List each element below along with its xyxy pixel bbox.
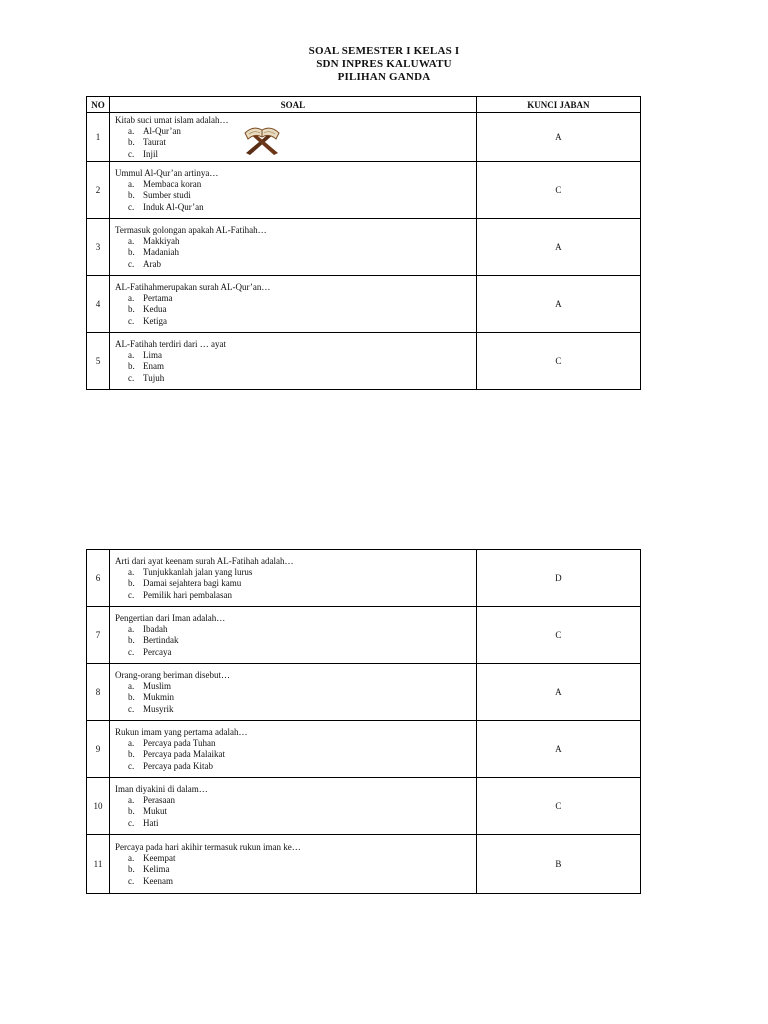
question-row (87, 113, 641, 162)
option-letter: c. (128, 372, 135, 383)
question-row (87, 550, 641, 607)
question-cell (110, 835, 477, 894)
answer-key: A (476, 113, 640, 162)
question-number: 5 (87, 333, 110, 390)
option-letter: c. (128, 148, 135, 159)
answer-option (110, 738, 476, 749)
answer-option (110, 624, 476, 635)
question-number: 3 (87, 219, 110, 276)
answer-option (110, 126, 476, 137)
answer-option (110, 567, 476, 578)
answer-option (110, 202, 476, 213)
answer-key: B (476, 835, 640, 894)
option-letter: a. (128, 235, 135, 246)
header-soal: SOAL (110, 97, 477, 113)
option-text: Kelima (143, 864, 170, 875)
option-letter: a. (128, 623, 135, 634)
option-text: Percaya pada Kitab (143, 760, 213, 771)
question-cell (110, 607, 477, 664)
answer-option (110, 761, 476, 772)
question-number: 10 (87, 778, 110, 835)
question-cell (110, 113, 477, 162)
question-number: 11 (87, 835, 110, 894)
option-text: Tujuh (143, 372, 165, 383)
answer-key: A (476, 664, 640, 721)
answer-option (110, 704, 476, 715)
answer-option (110, 818, 476, 829)
title-line-2: SDN INPRES KALUWATU (316, 58, 452, 70)
answer-option (110, 179, 476, 190)
question-text: Iman diyakini di dalam… (115, 783, 208, 794)
option-letter: b. (128, 864, 135, 875)
question-row (87, 276, 641, 333)
option-text: Tunjukkanlah jalan yang lurus (143, 566, 253, 577)
question-text: Percaya pada hari akihir termasuk rukun iman ke… (115, 841, 301, 852)
answer-key: C (476, 333, 640, 390)
question-text: AL-Fatihah terdiri dari … ayat (115, 338, 226, 349)
answer-option (110, 590, 476, 601)
title-line-1: SOAL SEMESTER I KELAS I (308, 45, 460, 57)
answer-option (110, 647, 476, 658)
question-row (87, 607, 641, 664)
question-number: 9 (87, 721, 110, 778)
answer-option (110, 795, 476, 806)
answer-option (110, 578, 476, 589)
answer-option (110, 749, 476, 760)
answer-key: C (476, 607, 640, 664)
answer-option (110, 373, 476, 384)
option-text: Mukut (143, 806, 168, 817)
option-letter: b. (128, 137, 135, 148)
option-letter: a. (128, 680, 135, 691)
option-text: Percaya pada Malaikat (143, 749, 225, 760)
question-row (87, 778, 641, 835)
option-text: Membaca koran (143, 178, 202, 189)
answer-key: A (476, 721, 640, 778)
question-number: 4 (87, 276, 110, 333)
option-letter: c. (128, 817, 135, 828)
answer-key: A (476, 219, 640, 276)
answer-option (110, 190, 476, 201)
option-letter: b. (128, 190, 135, 201)
option-letter: b. (128, 635, 135, 646)
option-letter: c. (128, 201, 135, 212)
question-text: Rukun imam yang pertama adalah… (115, 726, 248, 737)
question-cell (110, 333, 477, 390)
answer-option (110, 806, 476, 817)
option-letter: a. (128, 852, 135, 863)
option-letter: b. (128, 247, 135, 258)
question-text: Ummul Al-Qur’an artinya… (115, 167, 219, 178)
option-text: Hati (143, 817, 159, 828)
document-title (0, 45, 768, 84)
option-letter: a. (128, 349, 135, 360)
option-text: Perasaan (143, 794, 176, 805)
option-letter: b. (128, 692, 135, 703)
quran-on-stand-icon (242, 117, 282, 155)
question-row (87, 664, 641, 721)
answer-option (110, 361, 476, 372)
option-letter: b. (128, 304, 135, 315)
question-cell (110, 162, 477, 219)
option-text: Kedua (143, 304, 167, 315)
option-letter: a. (128, 566, 135, 577)
question-text: Kitab suci umat islam adalah… (115, 114, 229, 125)
answer-key: C (476, 778, 640, 835)
answer-option (110, 350, 476, 361)
option-letter: b. (128, 806, 135, 817)
question-cell (110, 778, 477, 835)
option-text: Induk Al-Qur’an (143, 201, 204, 212)
option-text: Enam (143, 361, 165, 372)
option-text: Percaya pada Tuhan (143, 737, 216, 748)
option-letter: b. (128, 749, 135, 760)
question-number: 7 (87, 607, 110, 664)
option-letter: a. (128, 178, 135, 189)
option-letter: a. (128, 737, 135, 748)
option-letter: c. (128, 646, 135, 657)
answer-option (110, 853, 476, 864)
question-cell (110, 550, 477, 607)
option-letter: c. (128, 258, 135, 269)
question-number: 2 (87, 162, 110, 219)
option-text: Makkiyah (143, 235, 180, 246)
option-letter: c. (128, 315, 135, 326)
answer-option (110, 635, 476, 646)
option-text: Pemilik hari pembalasan (143, 589, 233, 600)
answer-option (110, 293, 476, 304)
question-number: 1 (87, 113, 110, 162)
option-text: Ketiga (143, 315, 168, 326)
option-letter: a. (128, 794, 135, 805)
title-line-3: PILIHAN GANDA (337, 71, 431, 83)
question-row (87, 333, 641, 390)
answer-option (110, 304, 476, 315)
option-text: Damai sejahtera bagi kamu (143, 578, 242, 589)
answer-key: A (476, 276, 640, 333)
table-header-row (87, 97, 641, 113)
question-table-page-1 (86, 96, 641, 390)
option-text: Mukmin (143, 692, 175, 703)
answer-option (110, 692, 476, 703)
header-kunci: KUNCI JABAN (476, 97, 640, 113)
option-text: Muslim (143, 680, 172, 691)
question-text: Pengertian dari Iman adalah… (115, 612, 226, 623)
question-cell (110, 276, 477, 333)
header-no: NO (87, 97, 110, 113)
option-letter: a. (128, 125, 135, 136)
option-letter: c. (128, 703, 135, 714)
option-letter: b. (128, 578, 135, 589)
option-text: Lima (143, 349, 163, 360)
option-text: Ibadah (143, 623, 168, 634)
answer-option (110, 864, 476, 875)
option-text: Taurat (143, 137, 166, 148)
question-number: 8 (87, 664, 110, 721)
option-text: Al-Qur’an (143, 125, 181, 136)
question-text: Arti dari ayat keenam surah AL-Fatihah adalah… (115, 555, 294, 566)
option-text: Keempat (143, 852, 176, 863)
question-table-page-2 (86, 549, 641, 894)
option-letter: c. (128, 589, 135, 600)
question-cell (110, 219, 477, 276)
answer-key: D (476, 550, 640, 607)
option-text: Madaniah (143, 247, 180, 258)
answer-option (110, 259, 476, 270)
option-letter: b. (128, 361, 135, 372)
question-row (87, 835, 641, 894)
question-text: Termasuk golongan apakah AL-Fatihah… (115, 224, 267, 235)
answer-option (110, 247, 476, 258)
option-text: Pertama (143, 292, 173, 303)
answer-option (110, 236, 476, 247)
answer-option (110, 149, 476, 160)
question-row (87, 162, 641, 219)
option-text: Percaya (143, 646, 172, 657)
option-text: Arab (143, 258, 162, 269)
question-text: Orang-orang beriman disebut… (115, 669, 230, 680)
question-number: 6 (87, 550, 110, 607)
answer-option (110, 137, 476, 148)
option-text: Keenam (143, 875, 174, 886)
option-letter: c. (128, 875, 135, 886)
answer-key: C (476, 162, 640, 219)
option-text: Sumber studi (143, 190, 191, 201)
question-text: AL-Fatihahmerupakan surah AL-Qur’an… (115, 281, 271, 292)
question-row (87, 219, 641, 276)
option-letter: a. (128, 292, 135, 303)
answer-option (110, 876, 476, 887)
option-text: Injil (143, 148, 159, 159)
question-cell (110, 664, 477, 721)
answer-option (110, 316, 476, 327)
option-letter: c. (128, 760, 135, 771)
option-text: Bertindak (143, 635, 179, 646)
answer-option (110, 681, 476, 692)
question-cell (110, 721, 477, 778)
option-text: Musyrik (143, 703, 174, 714)
question-row (87, 721, 641, 778)
